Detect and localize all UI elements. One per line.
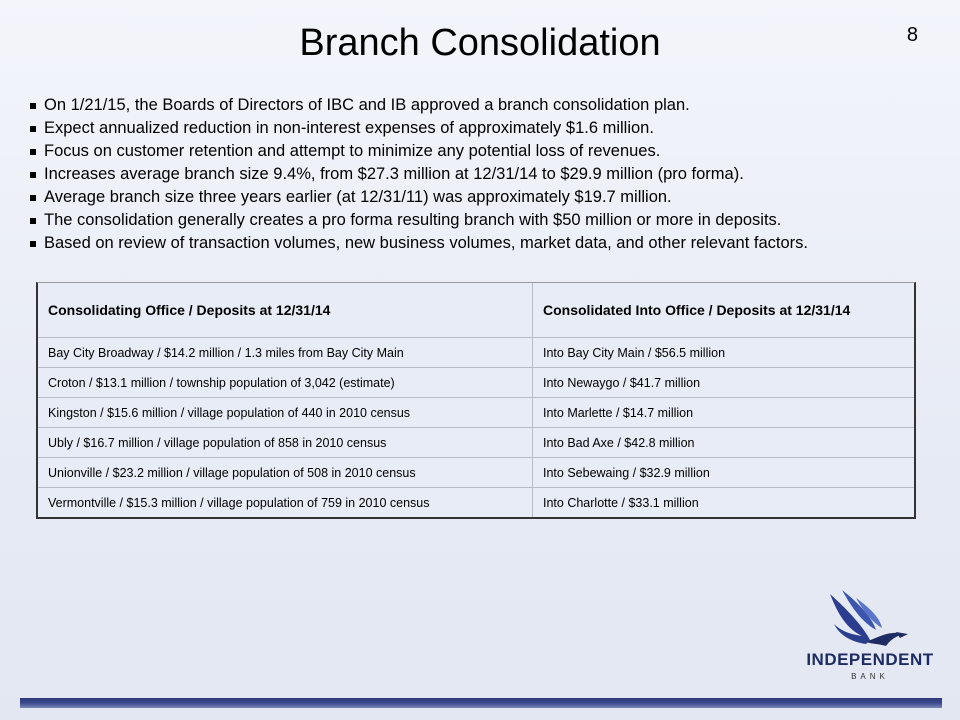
table-row (38, 428, 914, 458)
bullet-item (28, 140, 938, 163)
bullet-item (28, 163, 938, 186)
bullet-square-icon (30, 195, 36, 201)
bullet-square-icon (30, 172, 36, 178)
bullet-square-icon (30, 103, 36, 109)
table-cell-consolidated-into: Into Charlotte / $33.1 million (543, 495, 699, 510)
table-cell-consolidated-into: Into Marlette / $14.7 million (533, 398, 915, 428)
table-row (38, 368, 914, 398)
table-row (38, 488, 914, 518)
table-cell-consolidating: Vermontville / $15.3 million / village population of 759 in 2010 census (38, 488, 533, 518)
table-row (38, 458, 914, 488)
bullet-item (28, 232, 938, 255)
table-cell-consolidated-into: Into Bad Axe / $42.8 million (533, 428, 915, 458)
page-title: Branch Consolidation (299, 22, 661, 64)
bank-logo-subtitle: BANK (851, 672, 889, 681)
bullet-square-icon (30, 149, 36, 155)
table-cell-consolidated-into: Into Bay City Main / $56.5 million (533, 338, 915, 368)
bullet-item (28, 186, 938, 209)
footer-bar (20, 698, 942, 708)
bullet-text: Expect annualized reduction in non-interest expenses of approximately $1.6 million. (44, 119, 654, 137)
table-row (38, 338, 914, 368)
table-cell-consolidating: Kingston / $15.6 million / village population of 440 in 2010 census (38, 398, 533, 428)
bullet-text: Increases average branch size 9.4%, from $27.3 million at 12/31/14 to $29.9 million (pro forma). (44, 165, 744, 183)
bullet-square-icon (30, 241, 36, 247)
table-cell-consolidating: Unionville / $23.2 million / village population of 508 in 2010 census (38, 458, 533, 488)
table-row (38, 398, 914, 428)
bullet-text: On 1/21/15, the Boards of Directors of IBC and IB approved a branch consolidation plan. (44, 96, 690, 114)
column-header-consolidating: Consolidating Office / Deposits at 12/31/14 (38, 283, 533, 338)
table-cell-consolidated-into: Into Sebewaing / $32.9 million (533, 458, 915, 488)
bullet-item (28, 209, 938, 232)
column-header-consolidated-into: Consolidated Into Office / Deposits at 12/31/14 (533, 283, 915, 338)
bullet-item (28, 117, 938, 140)
bullet-square-icon (30, 218, 36, 224)
bullet-text: The consolidation generally creates a pro forma resulting branch with $50 million or more in deposits. (44, 211, 782, 229)
bullet-square-icon (30, 126, 36, 132)
consolidation-table (36, 282, 916, 519)
bullet-text: Based on review of transaction volumes, new business volumes, market data, and other relevant factors. (44, 234, 808, 252)
table-cell-consolidating: Bay City Broadway / $14.2 million / 1.3 miles from Bay City Main (38, 338, 533, 368)
bank-logo-name: INDEPENDENT (806, 650, 934, 669)
table-cell-consolidated-into: Into Newaygo / $41.7 million (533, 368, 915, 398)
table-cell-consolidating: Ubly / $16.7 million / village population of 858 in 2010 census (38, 428, 533, 458)
page-number: 8 (906, 24, 918, 46)
bullet-text: Average branch size three years earlier (at 12/31/11) was approximately $19.7 million. (44, 188, 672, 206)
bullet-text: Focus on customer retention and attempt to minimize any potential loss of revenues. (44, 142, 661, 160)
bullet-list (28, 94, 938, 255)
table-header-row (38, 283, 914, 338)
bullet-item (28, 94, 938, 117)
table-cell-consolidating: Croton / $13.1 million / township population of 3,042 (estimate) (38, 368, 533, 398)
